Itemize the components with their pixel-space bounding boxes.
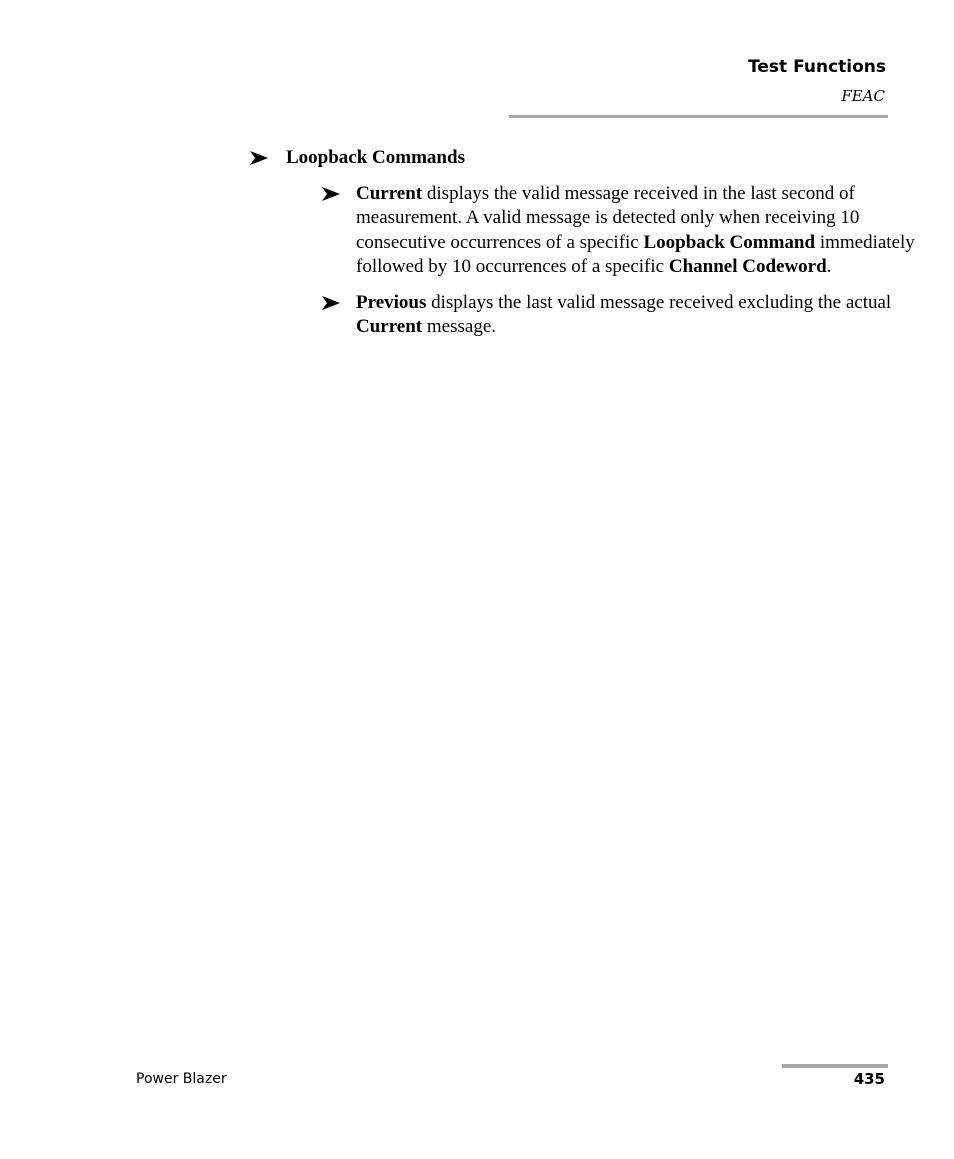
arrowhead-bullet-icon — [322, 184, 342, 204]
list-item-loopback-commands — [250, 146, 915, 340]
term-current: Current — [356, 316, 423, 337]
arrowhead-bullet-icon — [250, 148, 270, 168]
sub-list — [286, 182, 915, 340]
footer-divider — [782, 1064, 888, 1068]
header-title: Test Functions — [748, 57, 886, 77]
footer-product-name: Power Blazer — [136, 1071, 227, 1087]
arrowhead-bullet-icon — [322, 293, 342, 313]
term-channel-codeword: Channel Codeword — [668, 256, 827, 277]
list-item-current — [322, 182, 926, 280]
item-paragraph — [356, 183, 915, 278]
item-paragraph — [356, 292, 891, 338]
header-subtitle: FEAC — [841, 87, 885, 105]
list-item-previous — [322, 291, 926, 340]
term-previous: Previous — [356, 291, 427, 313]
page-body — [250, 146, 915, 340]
item-text: . — [826, 256, 832, 277]
item-text: immediately followed by 10 occurrences of a specific — [356, 231, 915, 277]
item-text: displays the valid message received in the last second of measurement. A valid message is detected only when receiving 10 consecutive occurrences of a specific — [356, 182, 860, 253]
item-text: message. — [422, 316, 497, 337]
page-number: 435 — [853, 1070, 885, 1088]
item-text: displays the last valid message received excluding the actual — [426, 291, 892, 313]
section-label: Loopback Commands — [286, 147, 465, 168]
term-current: Current — [356, 182, 423, 204]
header-divider — [509, 115, 888, 118]
term-loopback-command: Loopback Command — [643, 231, 816, 253]
